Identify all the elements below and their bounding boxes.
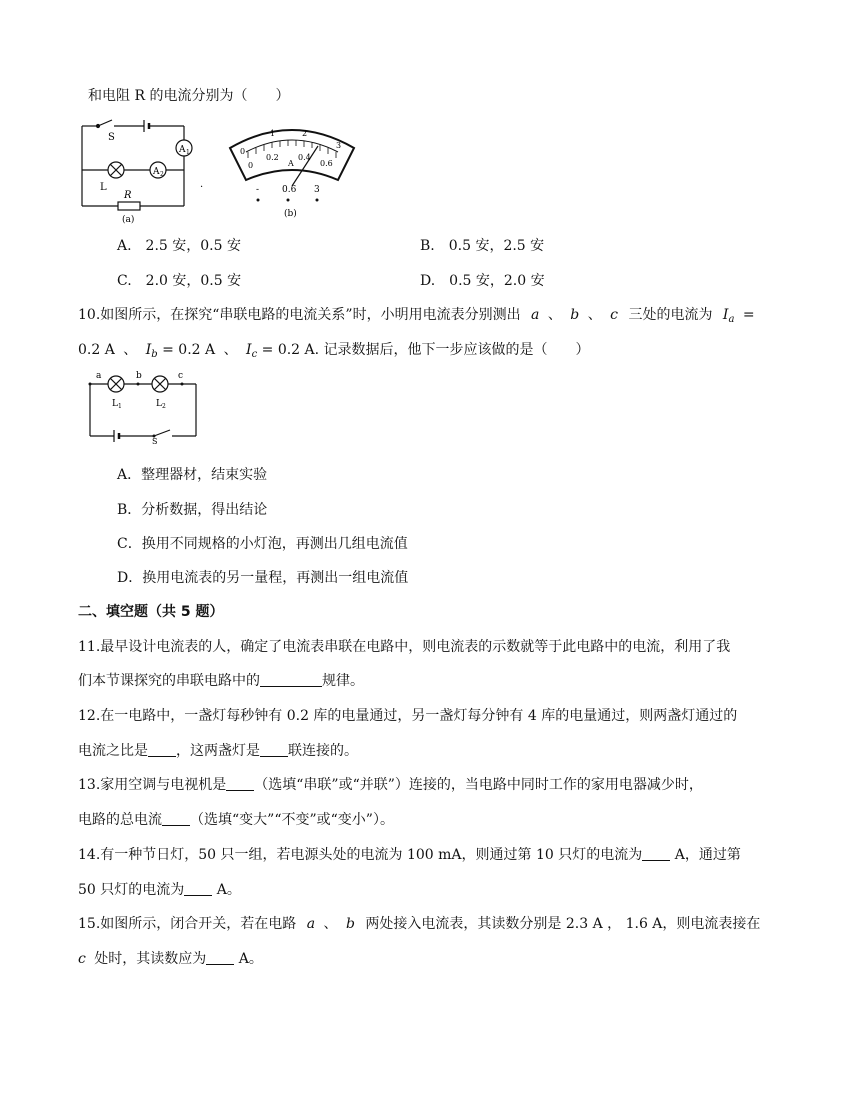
dial-unit: A: [288, 159, 294, 168]
q9-stem-end: 和电阻 R 的电流分别为（ ）: [88, 88, 290, 104]
fig-a-caption: (a): [122, 215, 135, 224]
q10-stem-line1: 10.如图所示，在探究“串联电路的电流关系”时，小明用电流表分别测出 a 、 b 、 c 三处的电流为 $I_a$ =: [78, 307, 755, 325]
q10-option-a[interactable]: A．整理器材，结束实验: [117, 467, 268, 483]
q10-option-c[interactable]: C．换用不同规格的小灯泡，再测出几组电流值: [117, 536, 408, 552]
q9-option-d[interactable]: D. 0.5 安，2.0 安: [420, 273, 545, 289]
q9-ammeter-dial-figure-b: [226, 118, 358, 222]
fig10-c-label: c: [178, 371, 184, 381]
dial-bottom-0.2: 0.2: [266, 153, 279, 162]
q14-line2: 50 只灯的电流为 A。: [78, 882, 241, 898]
dial-top-1: 1: [270, 129, 276, 138]
section-title-fill-in: 二、填空题（共 5 题）: [78, 604, 224, 620]
fig10-b-label: b: [136, 371, 142, 381]
q10-series-circuit-figure: [84, 368, 202, 444]
fig-a-a1-sub: 1: [186, 149, 190, 156]
q11-line2: 们本节课探究的串联电路中的 规律。: [78, 673, 364, 689]
q12-answer-blank-1[interactable]: [148, 742, 176, 757]
fig-a-r-label: R: [124, 190, 132, 201]
q13-answer-blank-2[interactable]: [162, 811, 190, 826]
q13-answer-blank-1[interactable]: [226, 776, 254, 791]
q10-option-b[interactable]: B．分析数据，得出结论: [117, 502, 268, 518]
fig10-l2-label: L: [156, 399, 162, 409]
q9-option-b[interactable]: B. 0.5 安，2.5 安: [420, 238, 545, 254]
q15-answer-blank[interactable]: [206, 950, 234, 965]
dial-top-3: 3: [336, 141, 342, 150]
dial-bottom-0.6: 0.6: [320, 159, 333, 168]
dot-mark: ·: [200, 182, 204, 193]
q9-option-c[interactable]: C. 2.0 安，0.5 安: [117, 273, 242, 289]
q12-line1: 12.在一电路中，一盏灯每秒钟有 0.2 库的电量通过，另一盏灯每分钟有 4 库的电量通过，则两盏灯通过的: [78, 708, 738, 724]
dial-bottom-0: 0: [248, 161, 254, 170]
terminal-3: 3: [314, 185, 320, 195]
fig-a-l-label: L: [100, 182, 107, 193]
q10-stem-line2: 0.2 A 、 $I_b = 0.2$ A 、 $I_c = 0.2$ A. 记录数据后，他下一步应该做的是（ ）: [78, 342, 590, 360]
fig10-l1-label: L: [112, 399, 118, 409]
q13-line1: 13.家用空调与电视机是 （选填“串联”或“并联”）连接的，当电路中同时工作的家用电器减少时，: [78, 777, 703, 793]
q12-answer-blank-2[interactable]: [260, 742, 288, 757]
q13-line2: 电路的总电流 （选填“变大”“不变”或“变小”）。: [78, 812, 394, 828]
terminal-negative: -: [256, 185, 260, 195]
q14-line1: 14.有一种节日灯，50 只一组，若电源头处的电流为 100 mA，则通过第 10 只灯的电流为 A，通过第: [78, 847, 741, 863]
q12-line2: 电流之比是 ，这两盏灯是 联连接的。: [78, 743, 358, 759]
dial-top-0: 0: [240, 147, 246, 156]
q15-line1: 15.如图所示，闭合开关，若在电路 a 、 b 两处接入电流表，其读数分别是 2.3 A ， 1.6 A，则电流表接在: [78, 916, 761, 932]
q11-answer-blank[interactable]: [260, 672, 322, 687]
fig10-l1-sub: 1: [118, 403, 122, 410]
terminal-0.6: 0.6: [282, 185, 297, 195]
fig10-l2-sub: 2: [162, 403, 166, 410]
fig10-a-label: a: [96, 371, 102, 381]
q15-line2: c 处时，其读数应为 A。: [78, 951, 263, 967]
q14-answer-blank-2[interactable]: [184, 881, 212, 896]
fig10-s-label: S: [152, 437, 158, 444]
dial-top-2: 2: [302, 129, 308, 138]
q11-line1: 11.最早设计电流表的人，确定了电流表串联在电路中，则电流表的示数就等于此电路中的电流，利用了我: [78, 639, 731, 655]
fig-a-s-label: S: [108, 132, 115, 143]
q14-answer-blank-1[interactable]: [642, 846, 670, 861]
fig-b-caption: (b): [284, 209, 297, 219]
q10-option-d[interactable]: D．换用电流表的另一量程，再测出一组电流值: [117, 570, 409, 586]
q9-circuit-figure-a: [78, 112, 198, 224]
q9-option-a[interactable]: A. 2.5 安，0.5 安: [117, 238, 241, 254]
dial-bottom-0.4: 0.4: [298, 153, 311, 162]
fig-a-a1-label: A: [179, 145, 186, 155]
fig-a-a2-sub: 2: [160, 171, 164, 178]
fig-a-a2-label: A: [153, 167, 160, 177]
